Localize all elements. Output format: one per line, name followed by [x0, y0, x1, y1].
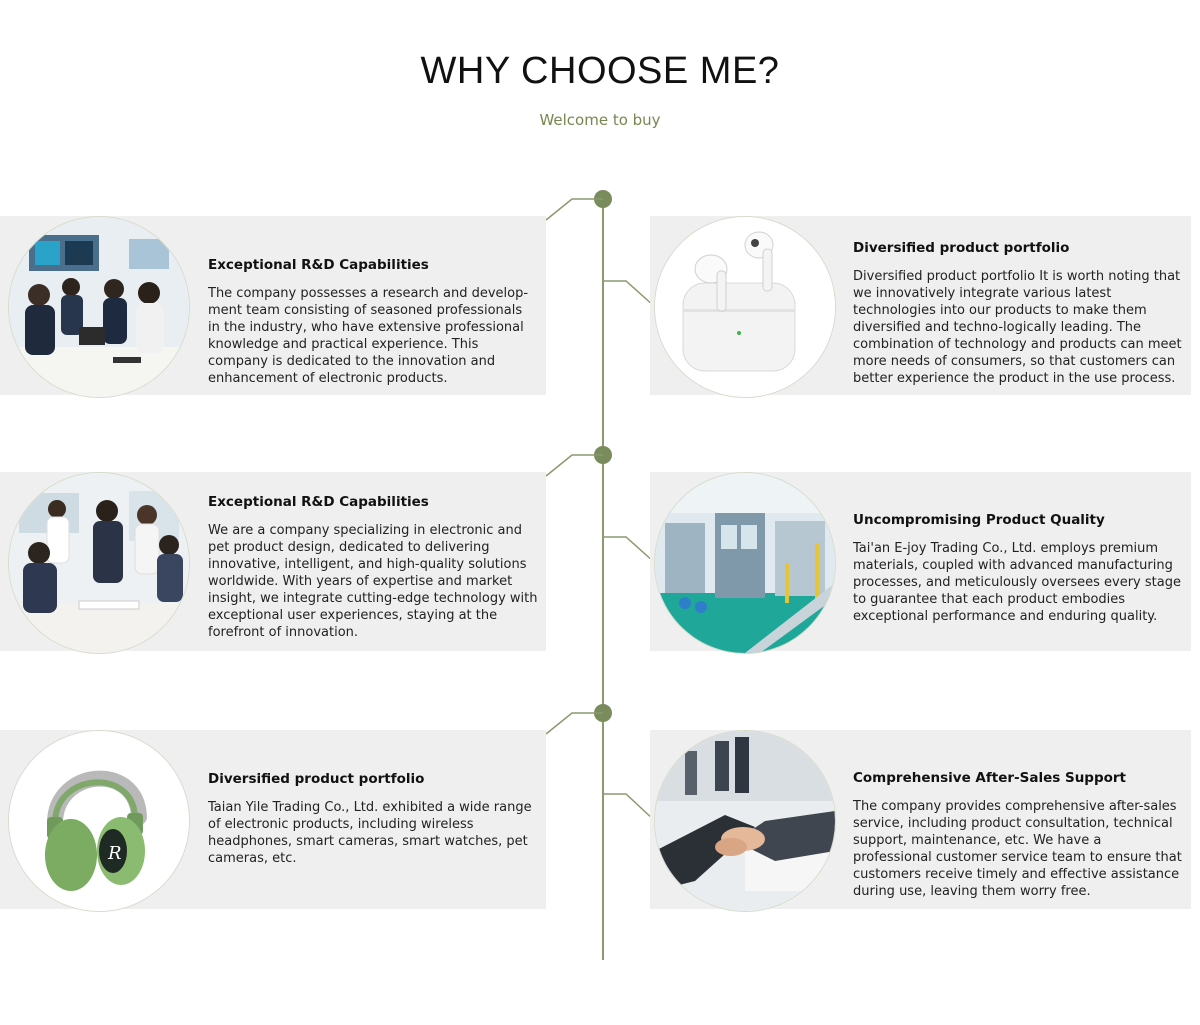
timeline-dot: [594, 190, 612, 208]
feature-text: [853, 239, 1185, 387]
office-team-photo: [8, 216, 190, 398]
feature-description: The company provides comprehensive after-sales service, including product consultation, technical support, maintenance, etc. We have a professional customer service team to ensure that customers receive timely and effective assistance during use, leaving them worry free.: [853, 799, 1182, 899]
feature-description: Taian Yile Trading Co., Ltd. exhibited a wide range of electronic products, including wireless headphones, smart cameras, smart watches, pet cameras, etc.: [208, 800, 532, 866]
feature-text: [853, 511, 1183, 625]
headphones-photo: [8, 730, 190, 912]
business-meeting-photo: [8, 472, 190, 654]
feature-description: We are a company specializing in electronic and pet product design, dedicated to delivering innovative, intelligent, and high-quality solutions worldwide. With years of expertise and market insight, we integrate cutting-edge technology with exceptional user experiences, staying at the forefront of innovation.: [208, 523, 538, 640]
handshake-photo: [654, 730, 836, 912]
timeline-dot: [594, 446, 612, 464]
page-title: WHY CHOOSE ME?: [420, 50, 780, 92]
timeline-line: [602, 198, 604, 960]
feature-title: Exceptional R&D Capabilities: [208, 494, 429, 510]
factory-photo: [654, 472, 836, 654]
feature-text: [853, 769, 1183, 900]
feature-title: Exceptional R&D Capabilities: [208, 257, 429, 273]
feature-description: Tai'an E-joy Trading Co., Ltd. employs premium materials, coupled with advanced manufacturing processes, and meticulously oversees every stage to guarantee that each product embodies exceptional performance and enduring quality.: [853, 541, 1181, 624]
feature-description: The company possesses a research and develop-ment team consisting of seasoned professionals in the industry, who have extensive professional knowledge and practical experience. This company is dedicated to the innovation and enhancement of electronic products.: [208, 286, 529, 386]
earbuds-photo: [654, 216, 836, 398]
page-subtitle: Welcome to buy: [539, 111, 661, 129]
feature-title: Uncompromising Product Quality: [853, 512, 1105, 528]
feature-title: Comprehensive After-Sales Support: [853, 770, 1127, 786]
timeline-dot: [594, 704, 612, 722]
feature-text: [208, 770, 538, 867]
feature-description: Diversified product portfolio It is worth noting that we innovatively integrate various latest technologies into our products to make them diversified and techno-logically leading. The combination of technology and products can meet more needs of consumers, so that customers can better experience the product in the use process.: [853, 269, 1182, 386]
svg-text:R: R: [108, 843, 122, 864]
feature-text: [208, 256, 533, 387]
feature-text: [208, 493, 538, 641]
feature-title: Diversified product portfolio: [853, 240, 1070, 256]
feature-title: Diversified product portfolio: [208, 771, 425, 787]
